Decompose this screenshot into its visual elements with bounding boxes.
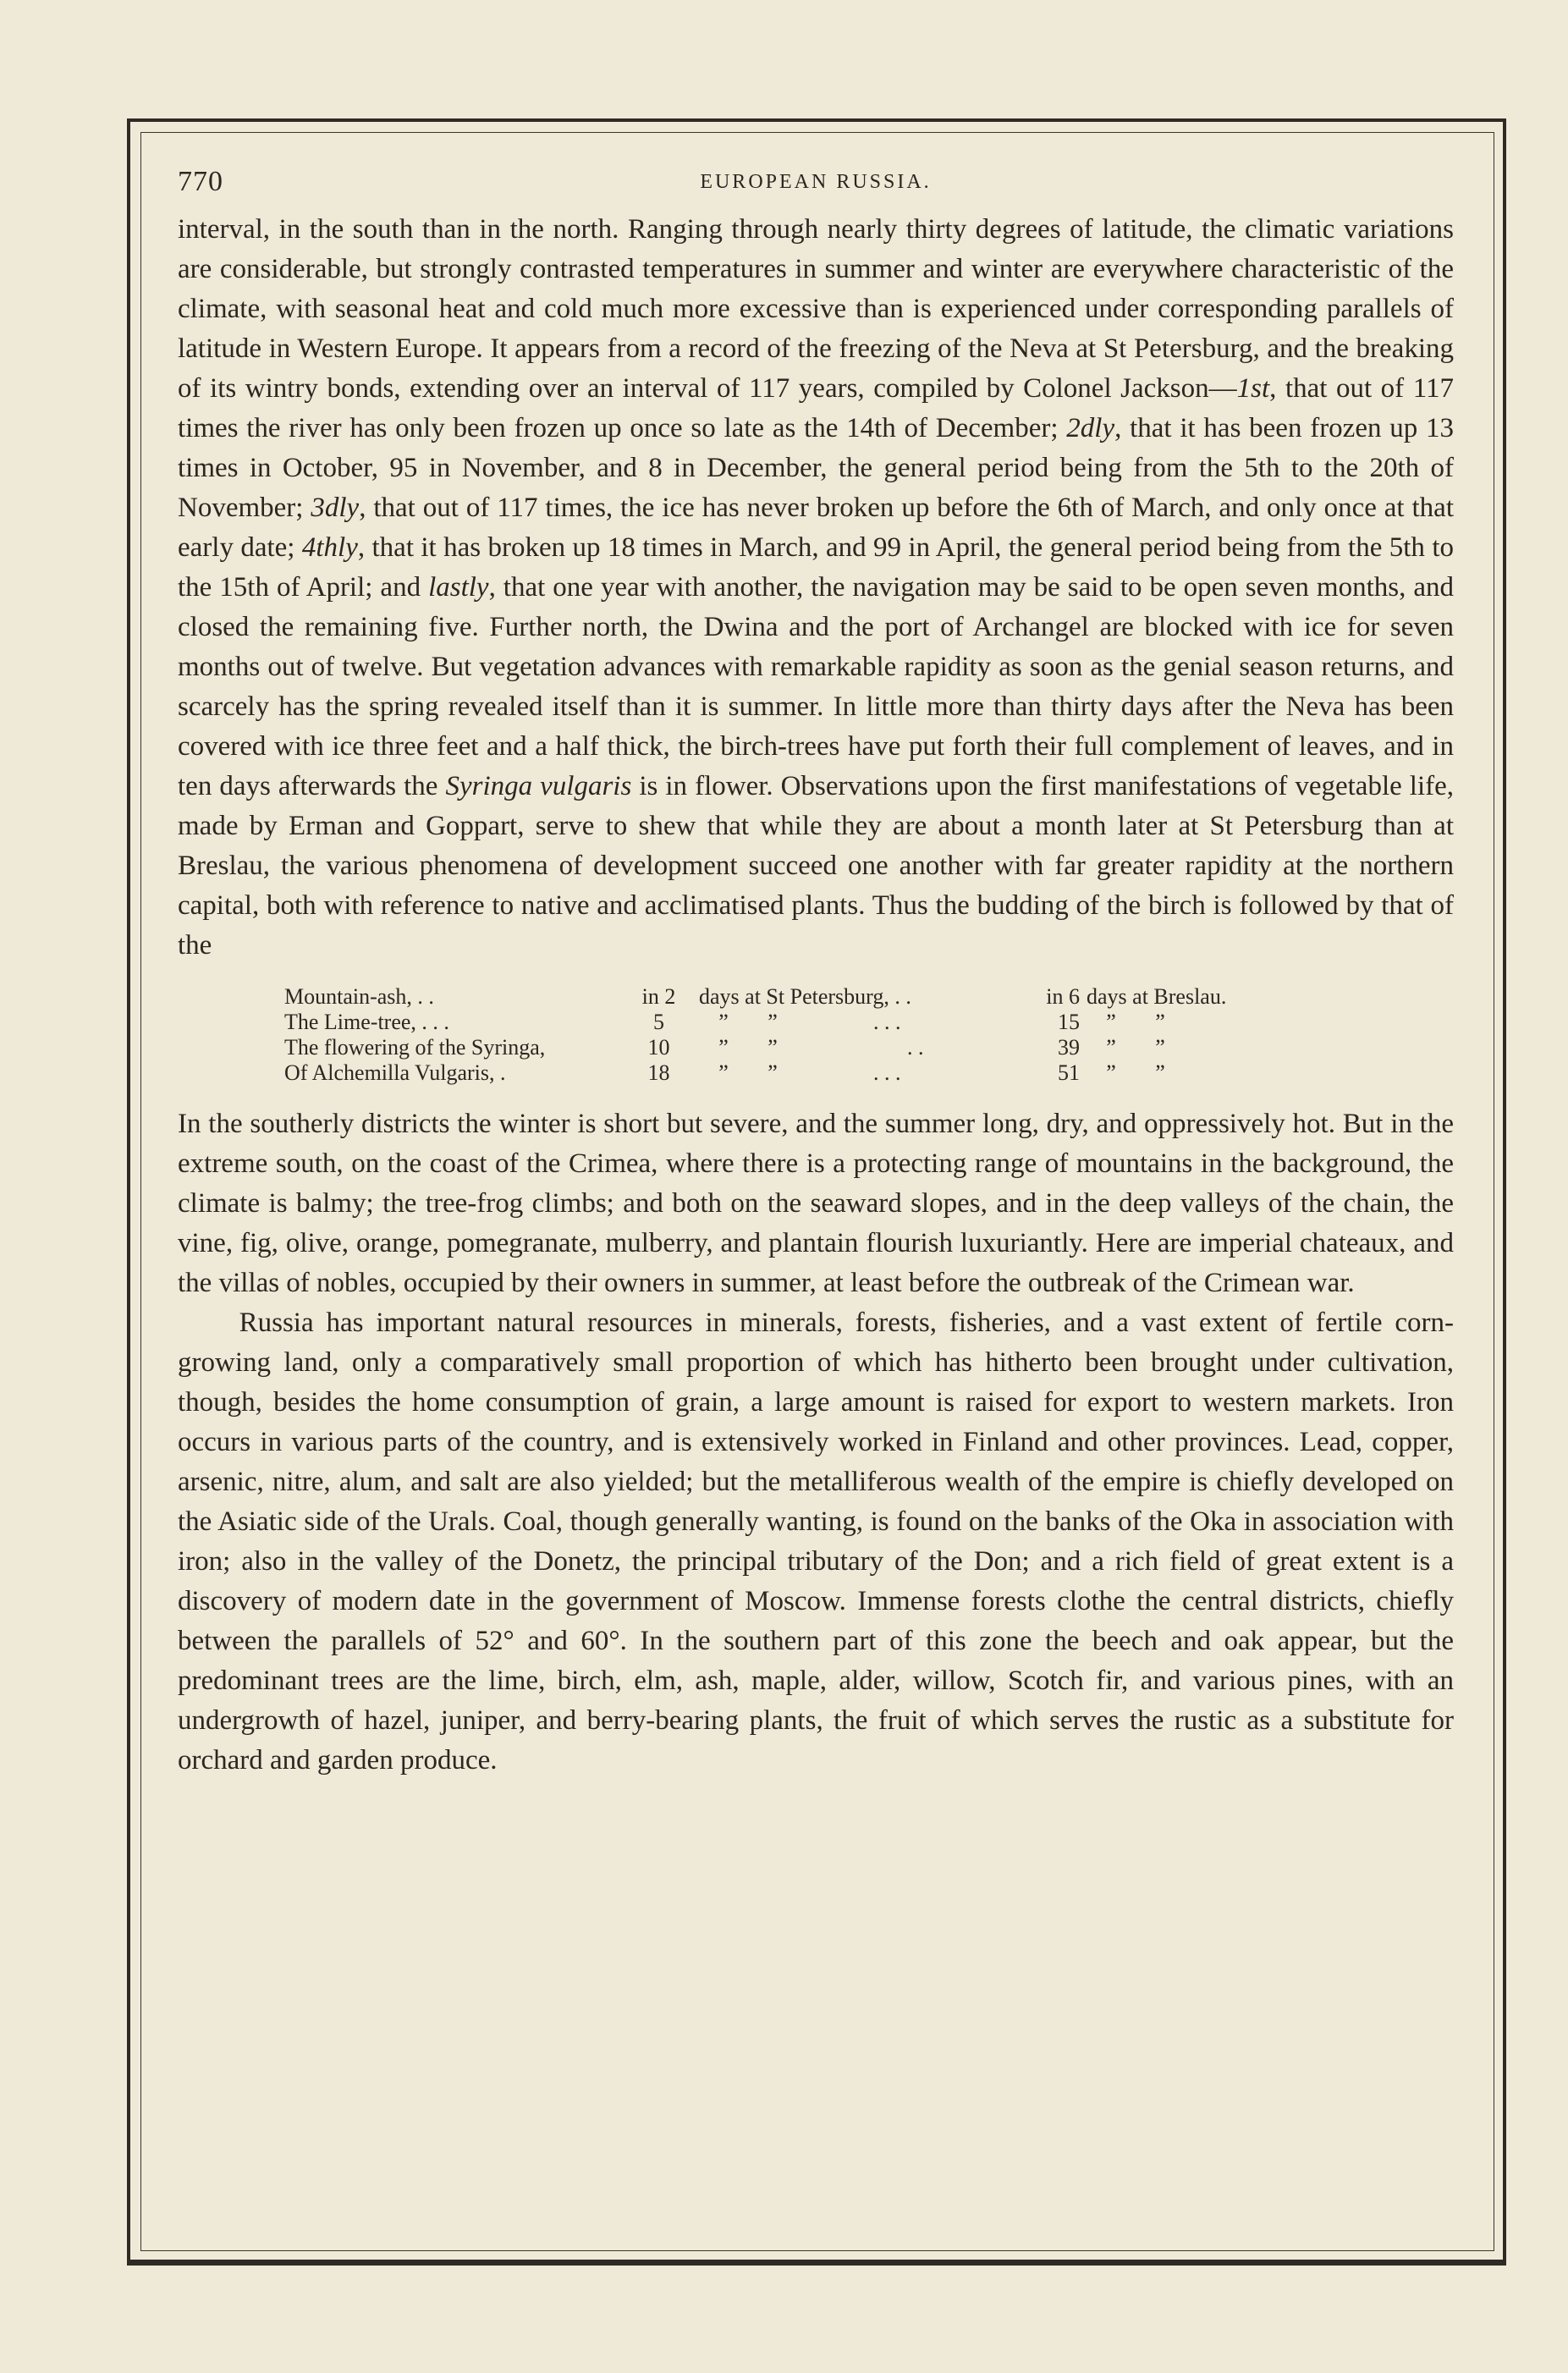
ditto-mark: ” bbox=[767, 1060, 778, 1085]
leader-dots: . . . bbox=[873, 1060, 901, 1085]
bottom-rule bbox=[127, 2263, 1506, 2266]
days-petersburg: 5 bbox=[653, 1010, 664, 1034]
text-run: interval, in the south than in the north. Ranging through nearly thirty degrees of latitude, the climatic variations are considerable, but strongly contrasted temperatures in summer and winter are everywhere characteristic of the climate, with seasonal heat and cold much more excessive than is experienced under corresponding parallels of latitude in Western Europe. It appears from a record of the freezing of the Neva at St Petersburg, and the breaking of its wintry bonds, extending over an interval of 117 years, compiled by Colonel Jackson— bbox=[178, 214, 1454, 404]
italic-run: 2dly bbox=[1066, 413, 1115, 443]
italic-run: 4thly bbox=[301, 532, 358, 563]
table-row bbox=[284, 984, 1376, 1010]
days-breslau: in 6 bbox=[1046, 984, 1080, 1009]
plant-name: The Lime-tree, . . . bbox=[284, 1010, 449, 1034]
ditto-marks bbox=[699, 1010, 995, 1035]
text-run: , that it has been frozen up 13 times in October, 95 in November, and 8 in December, the general period being from the 5th to the 20th of November; bbox=[178, 413, 1454, 523]
italic-run: lastly bbox=[428, 572, 489, 603]
ditto-marks bbox=[699, 1035, 995, 1060]
plant-name: The flowering of the Syringa, bbox=[284, 1035, 546, 1060]
ditto-mark: ” bbox=[1106, 1010, 1116, 1034]
table-row bbox=[284, 1060, 1376, 1086]
days-petersburg: 18 bbox=[647, 1060, 670, 1085]
text-run: , that it has broken up 18 times in March, and 99 in April, the general period being from the 5th to the 15th of April; and bbox=[178, 532, 1454, 603]
location-breslau: days at Breslau. bbox=[1087, 984, 1227, 1009]
ditto-mark: ” bbox=[718, 1035, 729, 1060]
text-run: , that out of 117 times the river has only been frozen up once so late as the 14th of December; bbox=[178, 373, 1454, 443]
text-run: is in flower. Observations upon the first manifestations of vegetable life, made by Erman and Goppart, serve to shew that while they are about a month later at St Petersburg than at Breslau, the various phenomena of development succeed one another with far greater rapidity at the northern capital, both with reference to native and acclimatised plants. Thus the budding of the birch is followed by that of the bbox=[178, 771, 1455, 961]
page-header bbox=[178, 159, 1454, 210]
days-breslau: 15 bbox=[1058, 1010, 1080, 1034]
body-text bbox=[178, 210, 1454, 966]
plant-name: Of Alchemilla Vulgaris, . bbox=[284, 1060, 506, 1085]
paragraph-resources: Russia has important natural resources in minerals, forests, fisheries, and a vast extent of fertile corn-growing land, only a comparatively small proportion of which has hitherto been brought under cultivation, though, besides the home consumption of grain, a large amount is raised for export to western markets. Iron occurs in various parts of the country, and is extensively worked in Finland and other provinces. Lead, copper, arsenic, nitre, alum, and salt are also yielded; but the metalliferous wealth of the empire is chiefly developed on the Asiatic side of the Urals. Coal, though generally wanting, is found on the banks of the Oka in association with iron; also in the valley of the Donetz, the principal tributary of the Don; and a rich field of great extent is a discovery of modern date in the government of Moscow. Immense forests clothe the central districts, chiefly between the parallels of 52° and 60°. In the southern part of this zone the beech and oak appear, but the predominant trees are the lime, birch, elm, ash, maple, alder, willow, Scotch fir, and various pines, with an undergrowth of hazel, juniper, and berry-bearing plants, the fruit of which serves the rustic as a substitute for orchard and garden produce. bbox=[178, 1308, 1454, 1776]
ditto-mark: ” bbox=[767, 1035, 778, 1060]
ditto-marks bbox=[1087, 1010, 1340, 1035]
ditto-mark: ” bbox=[1155, 1035, 1165, 1060]
ditto-mark: ” bbox=[1155, 1060, 1165, 1085]
days-breslau: 51 bbox=[1058, 1060, 1080, 1085]
ditto-mark: ” bbox=[767, 1010, 778, 1034]
paragraph-climate bbox=[178, 210, 1454, 966]
ditto-mark: ” bbox=[1106, 1060, 1116, 1085]
plant-name: Mountain-ash, . . bbox=[284, 984, 434, 1009]
table-row bbox=[284, 1010, 1376, 1035]
table-row bbox=[284, 1035, 1376, 1060]
days-breslau: 39 bbox=[1058, 1035, 1080, 1060]
italic-run: 1st bbox=[1236, 373, 1270, 404]
leader-dots: . . bbox=[907, 1035, 924, 1060]
ditto-mark: ” bbox=[718, 1010, 729, 1034]
leader-dots: . . . bbox=[873, 1010, 901, 1034]
ditto-mark: ” bbox=[1106, 1035, 1116, 1060]
budding-table bbox=[284, 984, 1376, 1086]
running-title: EUROPEAN RUSSIA. bbox=[700, 171, 932, 193]
paragraph-southern-climate: In the southerly districts the winter is short but severe, and the summer long, dry, and oppressively hot. But in the extreme south, on the coast of the Crimea, where there is a protecting range of mountains in the background, the climate is balmy; the tree-frog climbs; and both on the seaward slopes, and in the deep valleys of the chain, the vine, fig, olive, orange, pomegranate, mulberry, and plantain flourish luxuriantly. Here are imperial chateaux, and the villas of nobles, occupied by their owners in summer, at least before the outbreak of the Crimean war. bbox=[178, 1109, 1454, 1298]
ditto-mark: ” bbox=[718, 1060, 729, 1085]
page-number: 770 bbox=[178, 166, 223, 197]
italic-run: 3dly bbox=[311, 493, 360, 523]
italic-run: Syringa vulgaris bbox=[445, 771, 632, 801]
ditto-marks bbox=[699, 1060, 995, 1086]
ditto-mark: ” bbox=[1155, 1010, 1165, 1034]
page-content bbox=[178, 159, 1454, 1781]
ditto-marks bbox=[1087, 1035, 1340, 1060]
text-run: , that out of 117 times, the ice has never broken up before the 6th of March, and only once at that early date; bbox=[178, 493, 1454, 563]
ditto-marks bbox=[1087, 1060, 1340, 1086]
days-petersburg: 10 bbox=[647, 1035, 670, 1060]
days-petersburg: in 2 bbox=[641, 984, 676, 1009]
location-petersburg: days at St Petersburg, . . bbox=[699, 984, 911, 1009]
text-run: , that one year with another, the navigation may be said to be open seven months, and closed the remaining five. Further north, the Dwina and the port of Archangel are blocked with ice for seven months out of twelve. But vegetation advances with remarkable rapidity as soon as the genial season returns, and scarcely has the spring revealed itself than it is summer. In little more than thirty days after the Neva has been covered with ice three feet and a half thick, the birch-trees have put forth their full complement of leaves, and in ten days afterwards the bbox=[178, 572, 1454, 801]
body-text-continued bbox=[178, 1104, 1454, 1781]
